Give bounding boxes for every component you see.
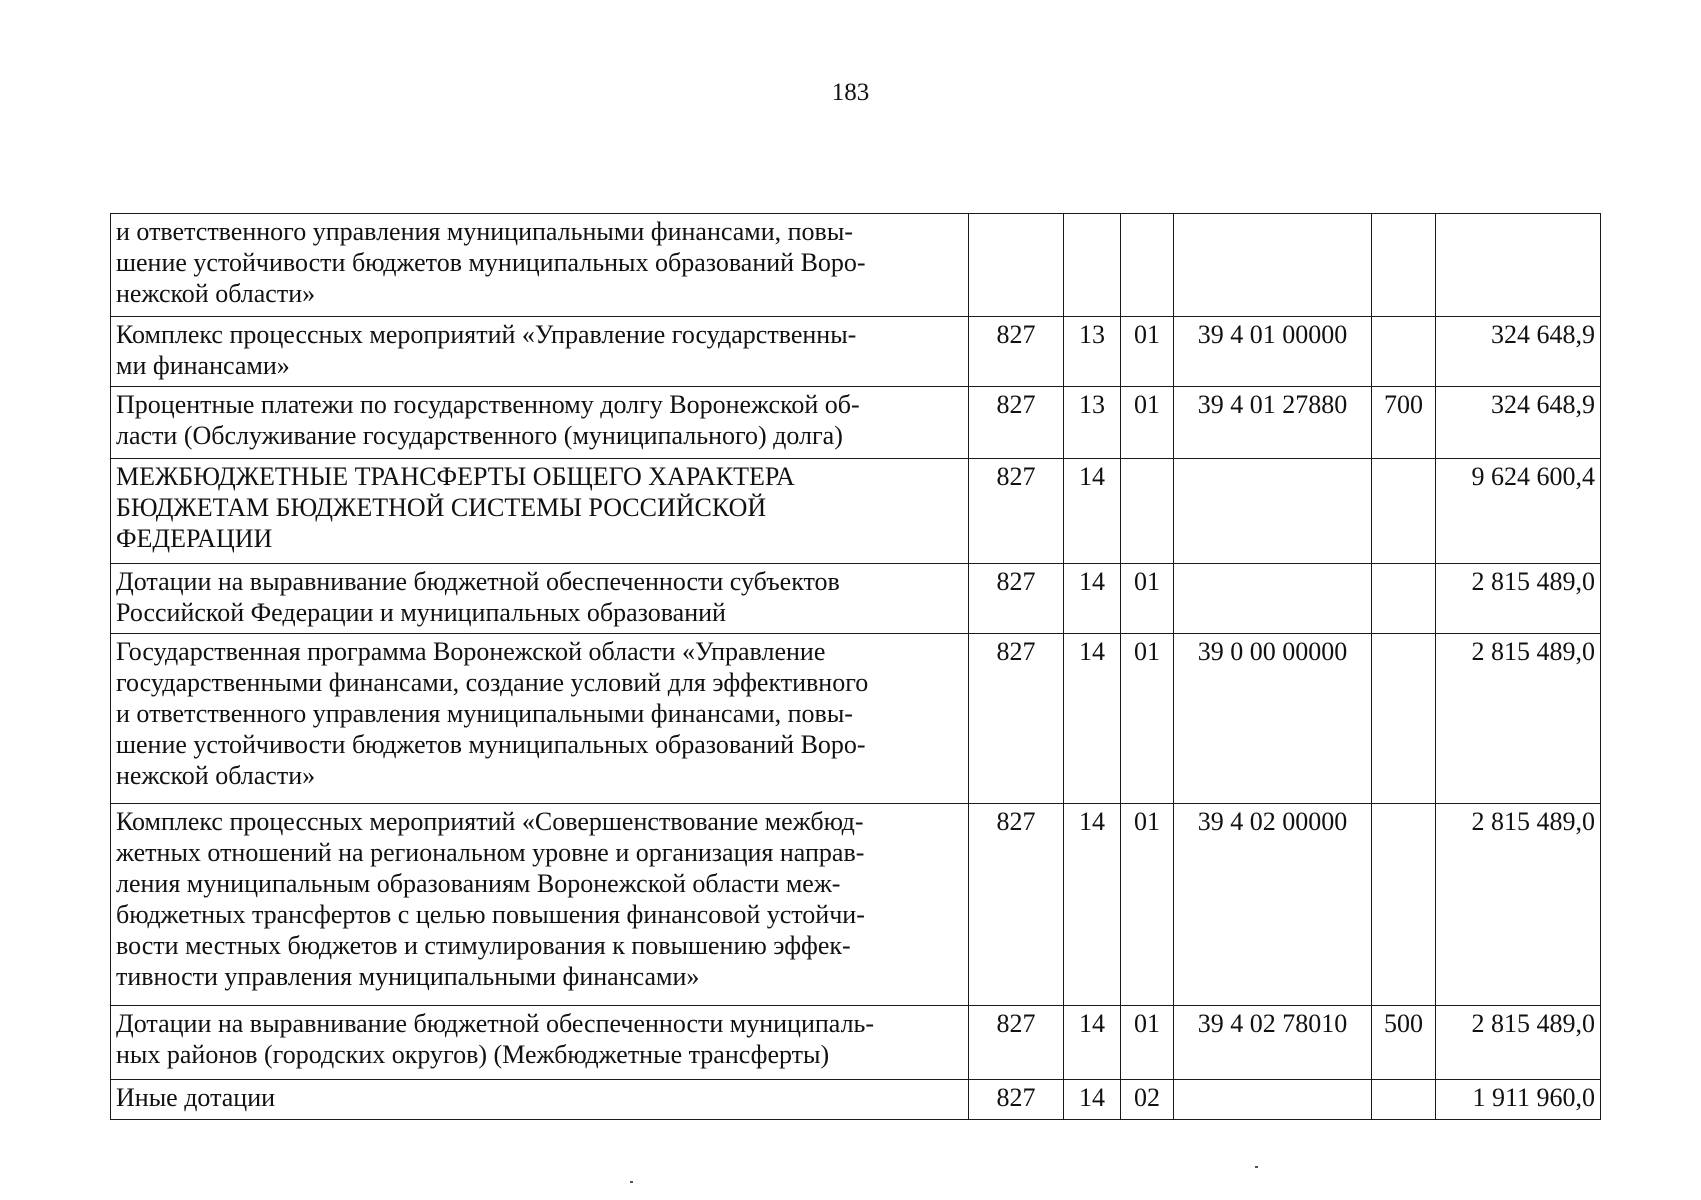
row-name-cell bbox=[111, 214, 969, 317]
section-code-cell: 14 bbox=[1064, 459, 1121, 564]
name-line: Дотации на выравнивание бюджетной обеспеченности муниципаль- bbox=[116, 1009, 875, 1038]
section-code-cell: 14 bbox=[1064, 564, 1121, 634]
name-line: БЮДЖЕТАМ БЮДЖЕТНОЙ СИСТЕМЫ РОССИЙСКОЙ bbox=[116, 493, 767, 522]
amount-cell: 2 815 489,0 bbox=[1436, 1006, 1601, 1080]
name-line: жетных отношений на региональном уровне и организация направ- bbox=[116, 838, 865, 867]
expense-type-cell bbox=[1372, 564, 1436, 634]
scan-speck bbox=[1255, 1166, 1258, 1168]
subsection-code-cell: 02 bbox=[1121, 1080, 1174, 1120]
amount-cell: 2 815 489,0 bbox=[1436, 804, 1601, 1006]
ved-code-cell: 827 bbox=[969, 387, 1064, 459]
ved-code-cell: 827 bbox=[969, 634, 1064, 804]
table-row bbox=[111, 1080, 1601, 1120]
table-body bbox=[111, 214, 1601, 1120]
subsection-code-cell: 01 bbox=[1121, 317, 1174, 387]
amount-cell: 324 648,9 bbox=[1436, 387, 1601, 459]
amount-cell: 1 911 960,0 bbox=[1436, 1080, 1601, 1120]
name-line: государственными финансами, создание условий для эффективного bbox=[116, 668, 869, 697]
amount-cell: 324 648,9 bbox=[1436, 317, 1601, 387]
name-line: ласти (Обслуживание государственного (муниципального) долга) bbox=[116, 421, 843, 450]
subsection-code-cell: 01 bbox=[1121, 564, 1174, 634]
ved-code-cell: 827 bbox=[969, 564, 1064, 634]
section-code-cell bbox=[1064, 214, 1121, 317]
table-row bbox=[111, 634, 1601, 804]
expense-type-cell bbox=[1372, 1080, 1436, 1120]
table-row bbox=[111, 804, 1601, 1006]
amount-cell: 9 624 600,4 bbox=[1436, 459, 1601, 564]
name-line: ления муниципальным образованиям Воронежской области меж- bbox=[116, 869, 841, 898]
table-row bbox=[111, 1006, 1601, 1080]
table-row bbox=[111, 564, 1601, 634]
target-article-cell: 39 4 02 78010 bbox=[1174, 1006, 1372, 1080]
name-line: МЕЖБЮДЖЕТНЫЕ ТРАНСФЕРТЫ ОБЩЕГО ХАРАКТЕРА bbox=[116, 462, 795, 491]
row-name-cell bbox=[111, 387, 969, 459]
ved-code-cell: 827 bbox=[969, 1080, 1064, 1120]
subsection-code-cell bbox=[1121, 214, 1174, 317]
section-code-cell: 13 bbox=[1064, 387, 1121, 459]
name-line: Комплекс процессных мероприятий «Управление государственны- bbox=[116, 320, 857, 349]
section-code-cell: 14 bbox=[1064, 634, 1121, 804]
ved-code-cell: 827 bbox=[969, 1006, 1064, 1080]
ved-code-cell: 827 bbox=[969, 459, 1064, 564]
expense-type-cell: 700 bbox=[1372, 387, 1436, 459]
expense-type-cell bbox=[1372, 317, 1436, 387]
row-name-cell bbox=[111, 564, 969, 634]
row-name-cell bbox=[111, 1006, 969, 1080]
subsection-code-cell: 01 bbox=[1121, 1006, 1174, 1080]
table-row bbox=[111, 387, 1601, 459]
name-line: нежской области» bbox=[116, 279, 316, 308]
amount-cell bbox=[1436, 214, 1601, 317]
row-name-cell bbox=[111, 1080, 969, 1120]
target-article-cell bbox=[1174, 564, 1372, 634]
section-code-cell: 13 bbox=[1064, 317, 1121, 387]
row-name-cell bbox=[111, 804, 969, 1006]
name-line: Процентные платежи по государственному долгу Воронежской об- bbox=[116, 390, 860, 419]
row-name-cell bbox=[111, 459, 969, 564]
ved-code-cell: 827 bbox=[969, 317, 1064, 387]
subsection-code-cell: 01 bbox=[1121, 387, 1174, 459]
name-line: ных районов (городских округов) (Межбюджетные трансферты) bbox=[116, 1040, 830, 1069]
expense-type-cell bbox=[1372, 214, 1436, 317]
name-line: вости местных бюджетов и стимулирования к повышению эффек- bbox=[116, 931, 851, 960]
expense-type-cell: 500 bbox=[1372, 1006, 1436, 1080]
scan-speck bbox=[630, 1181, 633, 1183]
name-line: бюджетных трансфертов с целью повышения финансовой устойчи- bbox=[116, 900, 865, 929]
row-name-cell bbox=[111, 634, 969, 804]
name-line: Государственная программа Воронежской области «Управление bbox=[116, 637, 826, 666]
row-name-cell bbox=[111, 317, 969, 387]
name-line: и ответственного управления муниципальными финансами, повы- bbox=[116, 699, 853, 728]
section-code-cell: 14 bbox=[1064, 1006, 1121, 1080]
name-line: и ответственного управления муниципальными финансами, повы- bbox=[116, 217, 853, 246]
budget-table bbox=[110, 213, 1601, 1120]
name-line: тивности управления муниципальными финансами» bbox=[116, 962, 700, 991]
target-article-cell bbox=[1174, 214, 1372, 317]
expense-type-cell bbox=[1372, 804, 1436, 1006]
subsection-code-cell: 01 bbox=[1121, 804, 1174, 1006]
expense-type-cell bbox=[1372, 634, 1436, 804]
name-line: Комплекс процессных мероприятий «Совершенствование межбюд- bbox=[116, 807, 864, 836]
ved-code-cell bbox=[969, 214, 1064, 317]
name-line: Иные дотации bbox=[116, 1083, 276, 1112]
name-line: Дотации на выравнивание бюджетной обеспеченности субъектов bbox=[116, 567, 840, 596]
section-code-cell: 14 bbox=[1064, 1080, 1121, 1120]
subsection-code-cell bbox=[1121, 459, 1174, 564]
name-line: шение устойчивости бюджетов муниципальных образований Воро- bbox=[116, 730, 866, 759]
ved-code-cell: 827 bbox=[969, 804, 1064, 1006]
amount-cell: 2 815 489,0 bbox=[1436, 634, 1601, 804]
table-row bbox=[111, 459, 1601, 564]
name-line: нежской области» bbox=[116, 761, 316, 790]
expense-type-cell bbox=[1372, 459, 1436, 564]
target-article-cell: 39 4 01 27880 bbox=[1174, 387, 1372, 459]
name-line: Российской Федерации и муниципальных образований bbox=[116, 598, 726, 627]
target-article-cell: 39 4 01 00000 bbox=[1174, 317, 1372, 387]
target-article-cell bbox=[1174, 459, 1372, 564]
target-article-cell: 39 4 02 00000 bbox=[1174, 804, 1372, 1006]
section-code-cell: 14 bbox=[1064, 804, 1121, 1006]
name-line: ми финансами» bbox=[116, 351, 290, 380]
amount-cell: 2 815 489,0 bbox=[1436, 564, 1601, 634]
subsection-code-cell: 01 bbox=[1121, 634, 1174, 804]
target-article-cell: 39 0 00 00000 bbox=[1174, 634, 1372, 804]
table-row bbox=[111, 317, 1601, 387]
target-article-cell bbox=[1174, 1080, 1372, 1120]
table-row bbox=[111, 214, 1601, 317]
page-number: 183 bbox=[831, 79, 870, 106]
name-line: шение устойчивости бюджетов муниципальных образований Воро- bbox=[116, 248, 866, 277]
name-line: ФЕДЕРАЦИИ bbox=[116, 524, 273, 553]
